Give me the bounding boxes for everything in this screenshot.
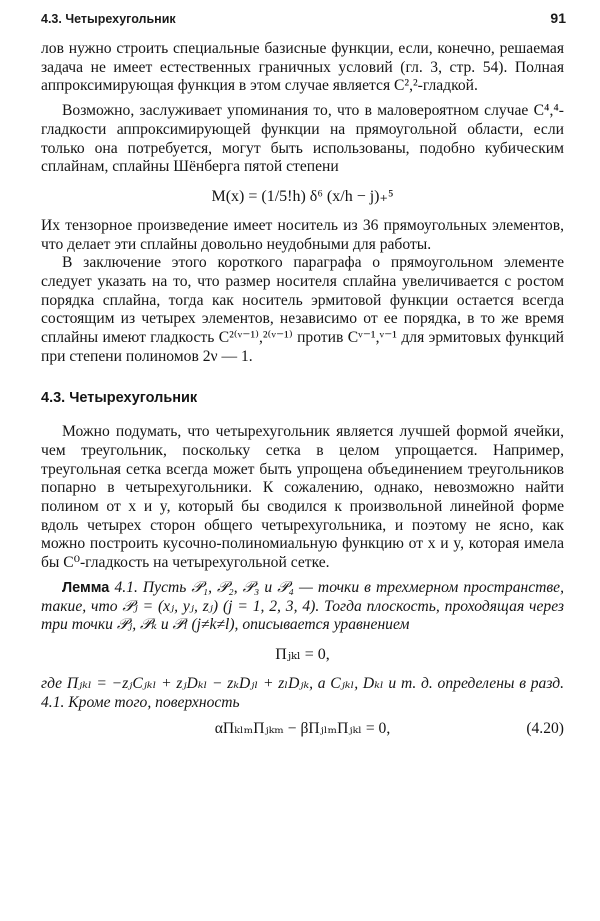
section-heading: 4.3. Четырехугольник (41, 389, 198, 406)
paragraph-schoenberg-splines: Возможно, заслуживает упоминания то, что в маловероятном случае C⁴,⁴-гладкости аппроксимирующей функции на прямоугольной области, если только она потребуется, могут быть использованы, подобно кубическим сплайнам, сплайны Шёнберга пятой степени (41, 102, 564, 176)
paragraph-conclusion: В заключение этого короткого параграфа о прямоугольном элементе следует указать на то, что размер носителя сплайна увеличивается с ростом порядка сплайна, тогда как носитель эрмитовой функции остается всегда состоящим из четырех элементов, независимо от ее порядка, в то же время сплайны имеют гладкость C²⁽ᵛ⁻¹⁾,²⁽ᵛ⁻¹⁾ против Cᵛ⁻¹,ᵛ⁻¹ для эрмитовых функций при степени полиномов 2ν — 1. (41, 254, 564, 365)
lemma-label: Лемма (62, 579, 110, 596)
formula-plane-equation: Πⱼₖₗ = 0, (275, 645, 330, 663)
paragraph-quadrilateral: Можно подумать, что четырехугольник является лучшей формой ячейки, чем треугольник, поскольку сетка в целом упрощается. Например, треугольная сетка всегда может быть упрощена объединением треугольников попарно в четырехугольники. К сожалению, однако, невозможно найти полином от x и y, который бы сводился к произвольной линейной форме вдоль четырех сторон общего четырехугольника, и поэтому не ясно, как можно построить кусочно-полиномиальную функцию от x и y, которая имела бы C⁰-гладкость на четырехугольной сетке. (41, 423, 564, 572)
lemma-text: 4.1. Пусть 𝒫₁, 𝒫₂, 𝒫₃ и 𝒫₄ — точки в трехмерном пространстве, такие, что 𝒫ⱼ = (xⱼ, yⱼ, zⱼ) (j = 1, 2, 3, 4). Тогда плоскость, проходящая через три точки 𝒫ⱼ, 𝒫ₖ и 𝒫ₗ (j≠k≠l), описывается уравнением (41, 578, 565, 634)
equation-4-20 (41, 720, 564, 739)
body-text (41, 40, 564, 747)
equation-number: (4.20) (526, 720, 564, 738)
lemma (41, 579, 564, 635)
formula-surface: αΠₖₗₘΠⱼₖₘ − βΠⱼₗₘΠⱼₖₗ = 0, (214, 720, 391, 738)
paragraph-definition: где Πⱼₖₗ = −zⱼCⱼₖₗ + zⱼDₖₗ − zₖDⱼₗ + zₗDⱼₖ, а Cⱼₖₗ, Dₖₗ и т. д. определены в разд. 4.1. Кроме того, поверхность (41, 674, 564, 711)
running-head (41, 10, 566, 28)
paragraph-continued: лов нужно строить специальные базисные функции, если, конечно, решаемая задача не имеет естественных граничных условий (гл. 3, стр. 54). Полная аппроксимирующая функция в этом случае является C²,²-гладкой. (41, 40, 564, 95)
page-number: 91 (550, 10, 566, 26)
formula-schoenberg-spline: M(x) = (1/5!h) δ⁶ (x/h − j)₊⁵ (211, 187, 394, 205)
paragraph-tensor-product: Их тензорное произведение имеет носитель из 36 прямоугольных элементов, что делает эти сплайны довольно неудобными для работы. (41, 216, 564, 253)
running-head-title: 4.3. Четырехугольник (41, 12, 176, 26)
